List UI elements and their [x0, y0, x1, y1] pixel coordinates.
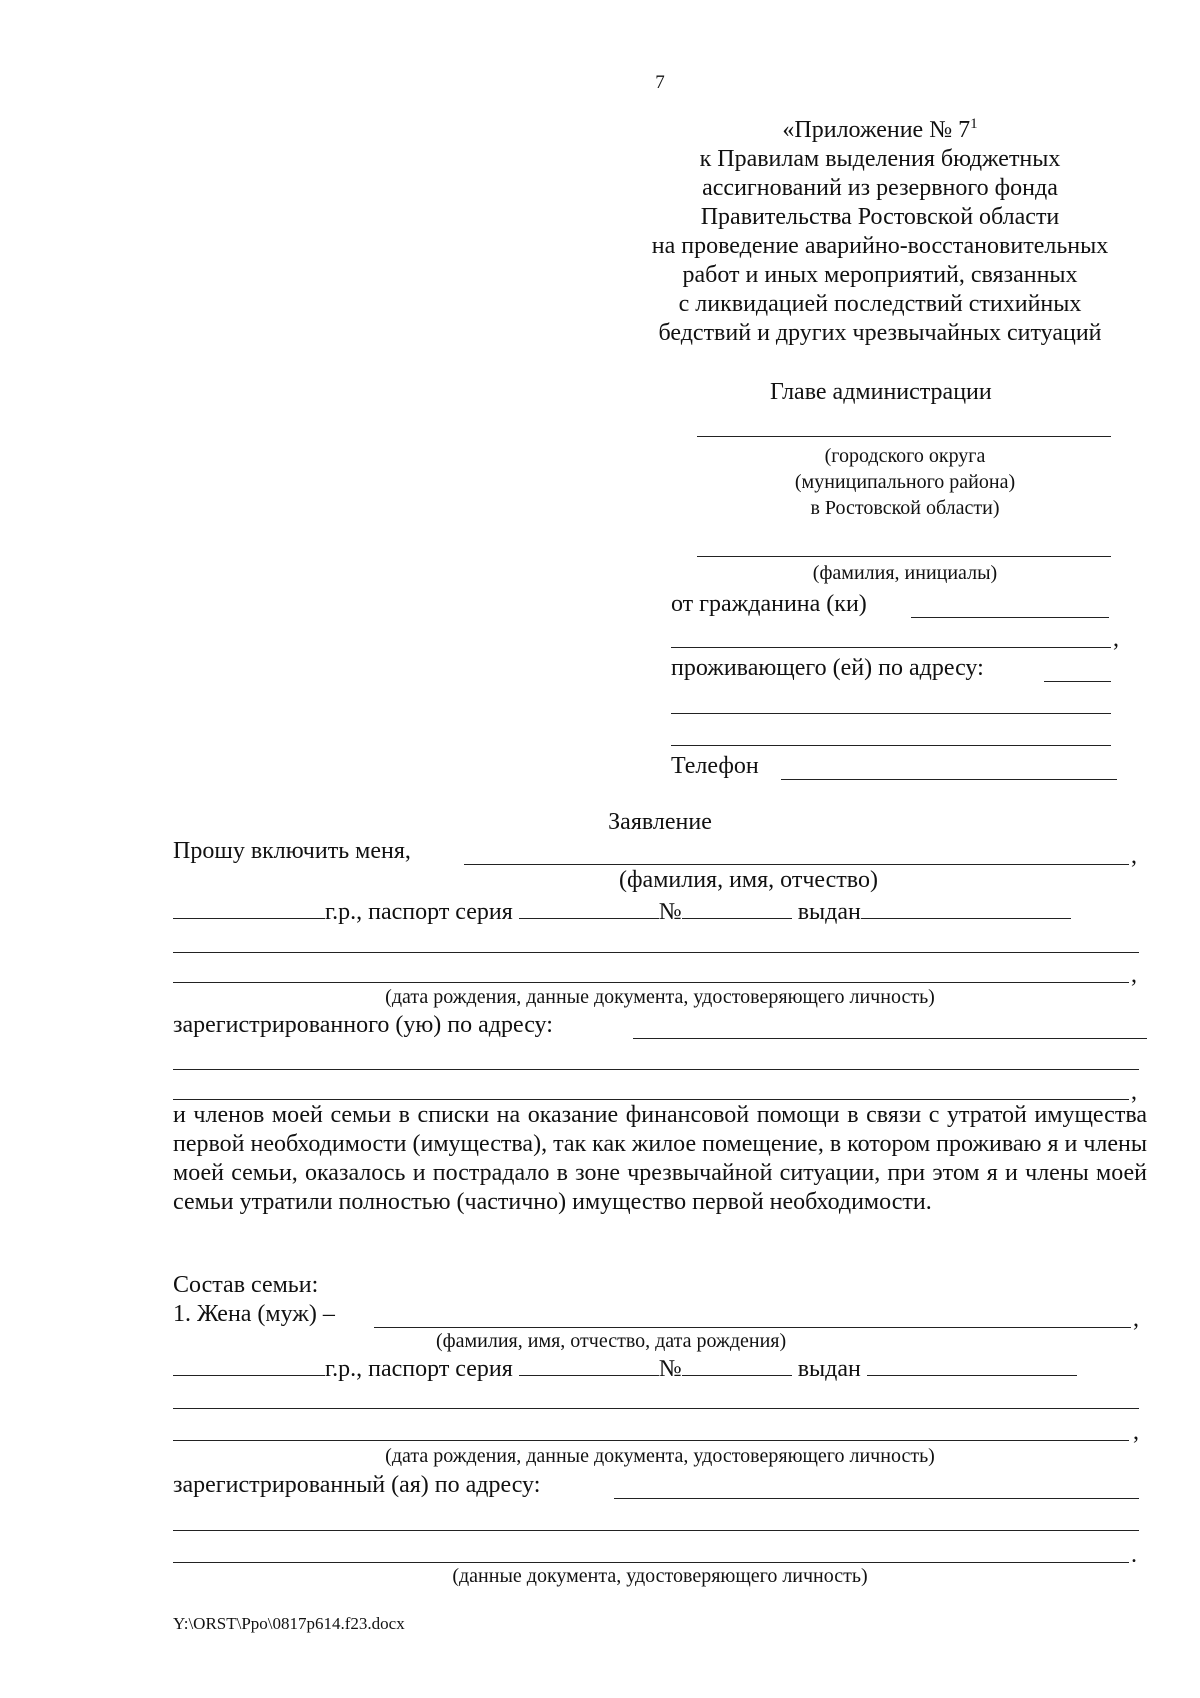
issued-by-field[interactable]: [861, 896, 1071, 919]
appendix-header: [600, 116, 1160, 348]
registered-label: зарегистрированного (ую) по адресу:: [173, 1012, 553, 1038]
family-title: Состав семьи:: [173, 1272, 319, 1298]
address-label: проживающего (ей) по адресу:: [671, 655, 984, 681]
addressee-name-field[interactable]: [697, 436, 1111, 437]
address-field[interactable]: [1044, 681, 1111, 682]
comma: ,: [1131, 962, 1137, 988]
spouse-registered-field[interactable]: [614, 1498, 1139, 1499]
passport-series-field[interactable]: [519, 896, 659, 919]
appendix-line: бедствий и других чрезвычайных ситуаций: [658, 320, 1102, 346]
page-number: 7: [655, 72, 665, 93]
appendix-line: работ и иных мероприятий, связанных: [682, 262, 1078, 288]
citizen-name-field-2[interactable]: [671, 647, 1111, 648]
spouse-registered-label: зарегистрированный (ая) по адресу:: [173, 1472, 541, 1498]
applicant-fio-field[interactable]: [464, 864, 1129, 865]
id-hint: (данные документа, удостоверяющего личность): [452, 1565, 868, 1587]
spouse-issued-field-3[interactable]: [173, 1440, 1129, 1441]
spouse-passport-row: г.р., паспорт серия № выдан: [173, 1353, 1147, 1384]
fio-hint: (фамилия, имя, отчество): [619, 867, 878, 893]
citizen-name-field[interactable]: [911, 617, 1109, 618]
comma: ,: [1131, 843, 1137, 869]
spouse-label: 1. Жена (муж) –: [173, 1301, 335, 1327]
phone-label: Телефон: [671, 753, 759, 779]
address-field-3[interactable]: [671, 745, 1111, 746]
spouse-hint: (фамилия, имя, отчество, дата рождения): [436, 1330, 787, 1352]
registered-address-field-3[interactable]: [173, 1099, 1129, 1100]
issued-by-field-2[interactable]: [173, 952, 1139, 953]
spouse-doc-hint: (дата рождения, данные документа, удостоверяющего личность): [385, 1445, 935, 1467]
spouse-passport-series-field[interactable]: [519, 1353, 659, 1376]
appendix-line: с ликвидацией последствий стихийных: [678, 291, 1082, 317]
passport-number-field[interactable]: [682, 896, 792, 919]
registered-address-field-2[interactable]: [173, 1069, 1139, 1070]
comma: ,: [1133, 1419, 1139, 1445]
from-citizen-label: от гражданина (ки): [671, 591, 867, 617]
name-hint: (фамилия, инициалы): [812, 562, 998, 584]
comma: ,: [1131, 1079, 1137, 1105]
spouse-issued-by-field[interactable]: [867, 1353, 1077, 1376]
head-name-field[interactable]: [697, 556, 1111, 557]
phone-field[interactable]: [781, 779, 1117, 780]
spouse-registered-field-2[interactable]: [173, 1530, 1139, 1531]
address-field-2[interactable]: [671, 713, 1111, 714]
appendix-line: на проведение аварийно-восстановительных: [651, 233, 1109, 259]
issued-by-field-3[interactable]: [173, 982, 1129, 983]
statement-title: Заявление: [608, 809, 712, 835]
passport-row: г.р., паспорт серия № выдан: [173, 896, 1147, 927]
comma: ,: [1113, 626, 1119, 652]
appendix-line: ассигнований из резервного фонда: [702, 175, 1058, 201]
birth-year-field[interactable]: [173, 896, 325, 919]
file-path-footer: Y:\ORST\Ppo\0817p614.f23.docx: [173, 1614, 405, 1633]
statement-body: и членов моей семьи в списки на оказание финансовой помощи в связи с утратой имущества первой необходимости (имущества), так как жилое помещение, в котором проживаю я и члены моей семьи, оказалось и пострадало в зоне чрезвычайной ситуации, при этом я и члены моей семьи утратили полностью (частично) имущество первой необходимости.: [173, 1102, 1148, 1215]
appendix-line: Правительства Ростовской области: [700, 204, 1060, 230]
addressee-title: Главе администрации: [770, 379, 992, 405]
spouse-passport-number-field[interactable]: [682, 1353, 792, 1376]
addressee-hint: (городского округа (муниципального района) в Ростовской области): [794, 445, 1016, 519]
doc-hint: (дата рождения, данные документа, удостоверяющего личность): [385, 986, 935, 1008]
request-label: Прошу включить меня,: [173, 838, 411, 864]
comma: ,: [1133, 1306, 1139, 1332]
registered-address-field[interactable]: [633, 1038, 1147, 1039]
appendix-line: к Правилам выделения бюджетных: [699, 146, 1061, 172]
period: .: [1131, 1542, 1137, 1568]
spouse-issued-field-2[interactable]: [173, 1408, 1139, 1409]
appendix-title: «Приложение № $7^1$: [782, 116, 978, 143]
spouse-birth-year-field[interactable]: [173, 1353, 325, 1376]
